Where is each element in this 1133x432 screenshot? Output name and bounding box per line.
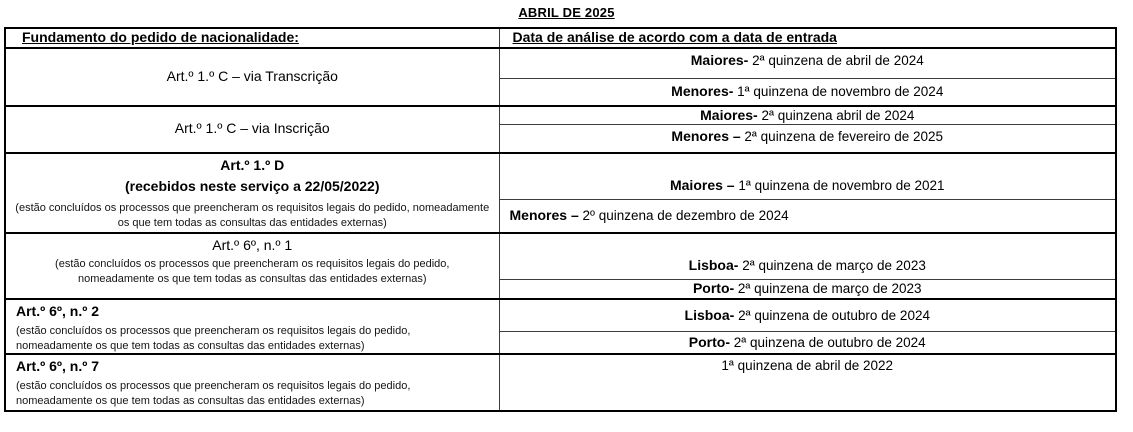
article-note-line2: nomeadamente os que tem todas as consultas das entidades externas) [16, 394, 365, 407]
article-note-line2: nomeadamente os que tem todas as consultas das entidades externas) [77, 273, 427, 286]
date-cell-maiores [499, 153, 1116, 200]
article-label: Art.º 6º, n.º 2 [16, 303, 100, 320]
table-row [5, 153, 1116, 200]
entry-value: 1ª quinzena de abril de 2022 [721, 358, 894, 374]
article-note-line1: (estão concluídos os processos que preencheram os requisitos legais do pedido, [16, 324, 411, 337]
article-label: Art.º 6º, n.º 1 [212, 236, 293, 253]
date-cell-general [499, 354, 1116, 411]
entry-label: Lisboa- [684, 306, 735, 323]
table-row [5, 299, 1116, 332]
entry-value: 2ª quinzena de março de 2023 [742, 257, 926, 273]
entry-value: 2ª quinzena de outubro de 2024 [733, 334, 926, 350]
date-cell-maiores [499, 48, 1116, 79]
fundamento-art6-n1-cell [5, 233, 499, 299]
article-label: Art.º 1.º C – via Inscrição [174, 120, 330, 137]
date-cell-menores [499, 200, 1116, 233]
article-subtitle: (recebidos neste serviço a 22/05/2022) [125, 178, 380, 195]
entry-value: 1ª quinzena de novembro de 2024 [737, 83, 944, 99]
date-cell-maiores [499, 106, 1116, 125]
date-cell-lisboa [499, 233, 1116, 280]
entry-value: 2ª quinzena de março de 2023 [737, 281, 922, 297]
entry-label: Maiores- [700, 106, 758, 123]
entry-label: Maiores – [669, 176, 735, 193]
document-page [0, 5, 1133, 432]
entry-value: 2º quinzena de dezembro de 2024 [582, 208, 789, 224]
fundamento-art1d-cell [5, 153, 499, 233]
column-header-data-analise: Data de análise de acordo com a data de entrada [499, 28, 1116, 48]
table-row [5, 106, 1116, 125]
entry-label: Porto- [688, 333, 731, 350]
entry-value: 2ª quinzena de fevereiro de 2025 [744, 129, 944, 145]
entry-label: Maiores- [690, 51, 749, 68]
fundamento-art6-n7-cell [5, 354, 499, 411]
table-row [5, 233, 1116, 280]
date-cell-menores [499, 125, 1116, 153]
entry-value: 2ª quinzena abril de 2024 [761, 107, 915, 123]
entry-value: 1ª quinzena de novembro de 2021 [738, 177, 945, 193]
article-note-line1: (estão concluídos os processos que preencheram os requisitos legais do pedido, nomeadamente [15, 201, 490, 214]
table-row [5, 354, 1116, 411]
entry-label: Menores- [671, 82, 734, 99]
entry-label: Menores – [509, 207, 579, 224]
date-cell-porto [499, 280, 1116, 299]
article-note-line1: (estão concluídos os processos que preencheram os requisitos legais do pedido, [55, 258, 450, 271]
header-row [5, 28, 1116, 48]
fundamento-art6-n2-cell [5, 299, 499, 354]
article-label: Art.º 1.º D [220, 156, 285, 173]
article-note-line1: (estão concluídos os processos que preencheram os requisitos legais do pedido, [16, 379, 411, 392]
nationality-processing-dates-table [4, 27, 1117, 412]
date-cell-lisboa [499, 299, 1116, 332]
date-cell-porto [499, 332, 1116, 355]
table-row [5, 48, 1116, 79]
entry-label: Menores – [671, 128, 741, 145]
article-label: Art.º 6º, n.º 7 [16, 358, 100, 375]
column-header-fundamento: Fundamento do pedido de nacionalidade: [5, 28, 499, 48]
entry-value: 2ª quinzena de abril de 2024 [752, 52, 924, 68]
date-cell-menores [499, 79, 1116, 106]
entry-label: Lisboa- [688, 256, 739, 273]
fundamento-art1c-transcricao-cell [5, 48, 499, 106]
page-title: ABRIL DE 2025 [518, 5, 615, 20]
article-note-line2: nomeadamente os que tem todas as consultas das entidades externas) [16, 339, 365, 352]
article-label: Art.º 1.º C – via Transcrição [166, 67, 338, 84]
fundamento-art1c-inscricao-cell [5, 106, 499, 153]
article-note-line2: os que tem todas as consultas das entidades externas) [117, 216, 387, 229]
entry-label: Porto- [692, 280, 735, 297]
entry-value: 2ª quinzena de outubro de 2024 [738, 307, 930, 323]
